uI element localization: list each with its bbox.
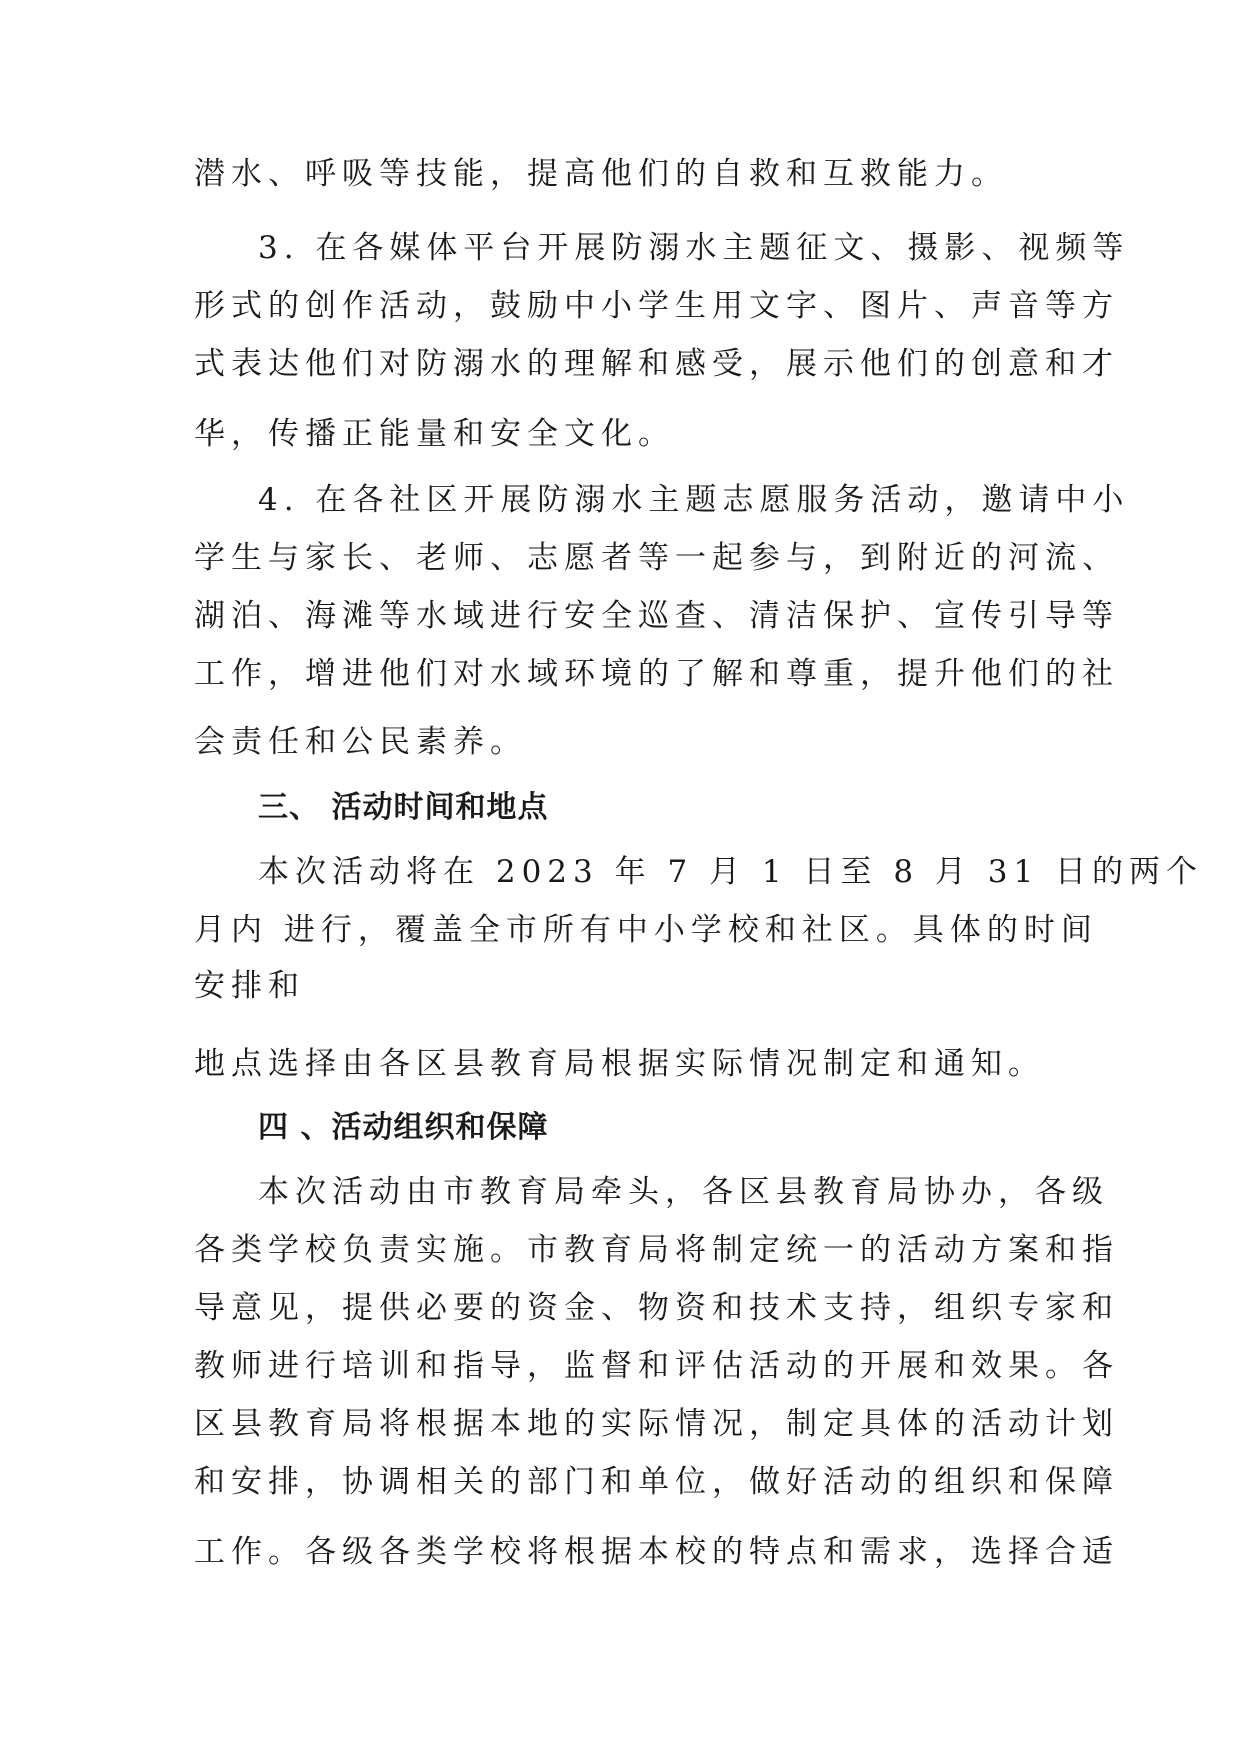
list-item-3-line: 3. 在各媒体平台开展防溺水主题征文、摄影、视频等 bbox=[258, 230, 1130, 266]
paragraph-line: 地点选择由各区县教育局根据实际情况制定和通知。 bbox=[194, 1046, 1045, 1082]
paragraph-line: 式表达他们对防溺水的理解和感受，展示他们的创意和才 bbox=[194, 346, 1119, 382]
paragraph-line: 导意见，提供必要的资金、物资和技术支持，组织专家和 bbox=[194, 1290, 1119, 1326]
paragraph-line: 本次活动由市教育局牵头，各区县教育局协办，各级 bbox=[258, 1174, 1109, 1210]
section-heading-four: 四 、活动组织和保障 bbox=[258, 1110, 549, 1145]
paragraph-line: 教师进行培训和指导，监督和评估活动的开展和效果。各 bbox=[194, 1348, 1119, 1384]
paragraph-line: 华，传播正能量和安全文化。 bbox=[194, 416, 675, 452]
paragraph-line: 区县教育局将根据本地的实际情况，制定具体的活动计划 bbox=[194, 1406, 1119, 1442]
list-item-4-line: 4. 在各社区开展防溺水主题志愿服务活动，邀请中小 bbox=[258, 482, 1130, 518]
paragraph-line: 安排和 bbox=[194, 968, 305, 1004]
paragraph-line: 形式的创作活动，鼓励中小学生用文字、图片、声音等方 bbox=[194, 288, 1119, 324]
paragraph-line: 会责任和公民素养。 bbox=[194, 724, 527, 760]
paragraph-line: 各类学校负责实施。市教育局将制定统一的活动方案和指 bbox=[194, 1232, 1119, 1268]
paragraph-line: 月内 进行，覆盖全市所有中小学校和社区。具体的时间 bbox=[194, 912, 1098, 948]
paragraph-line: 和安排，协调相关的部门和单位，做好活动的组织和保障 bbox=[194, 1464, 1119, 1500]
paragraph-line: 学生与家长、老师、志愿者等一起参与，到附近的河流、 bbox=[194, 540, 1119, 576]
paragraph-line: 工作。各级各类学校将根据本校的特点和需求，选择合适 bbox=[194, 1534, 1119, 1570]
section-heading-three: 三、 活动时间和地点 bbox=[258, 790, 549, 825]
paragraph-line: 工作，增进他们对水域环境的了解和尊重，提升他们的社 bbox=[194, 656, 1119, 692]
paragraph-line: 湖泊、海滩等水域进行安全巡查、清洁保护、宣传引导等 bbox=[194, 598, 1119, 634]
paragraph-line: 本次活动将在 2023 年 7 月 1 日至 8 月 31 日的两个 bbox=[258, 854, 1204, 890]
paragraph-line: 潜水、呼吸等技能，提高他们的自救和互救能力。 bbox=[194, 156, 1008, 192]
